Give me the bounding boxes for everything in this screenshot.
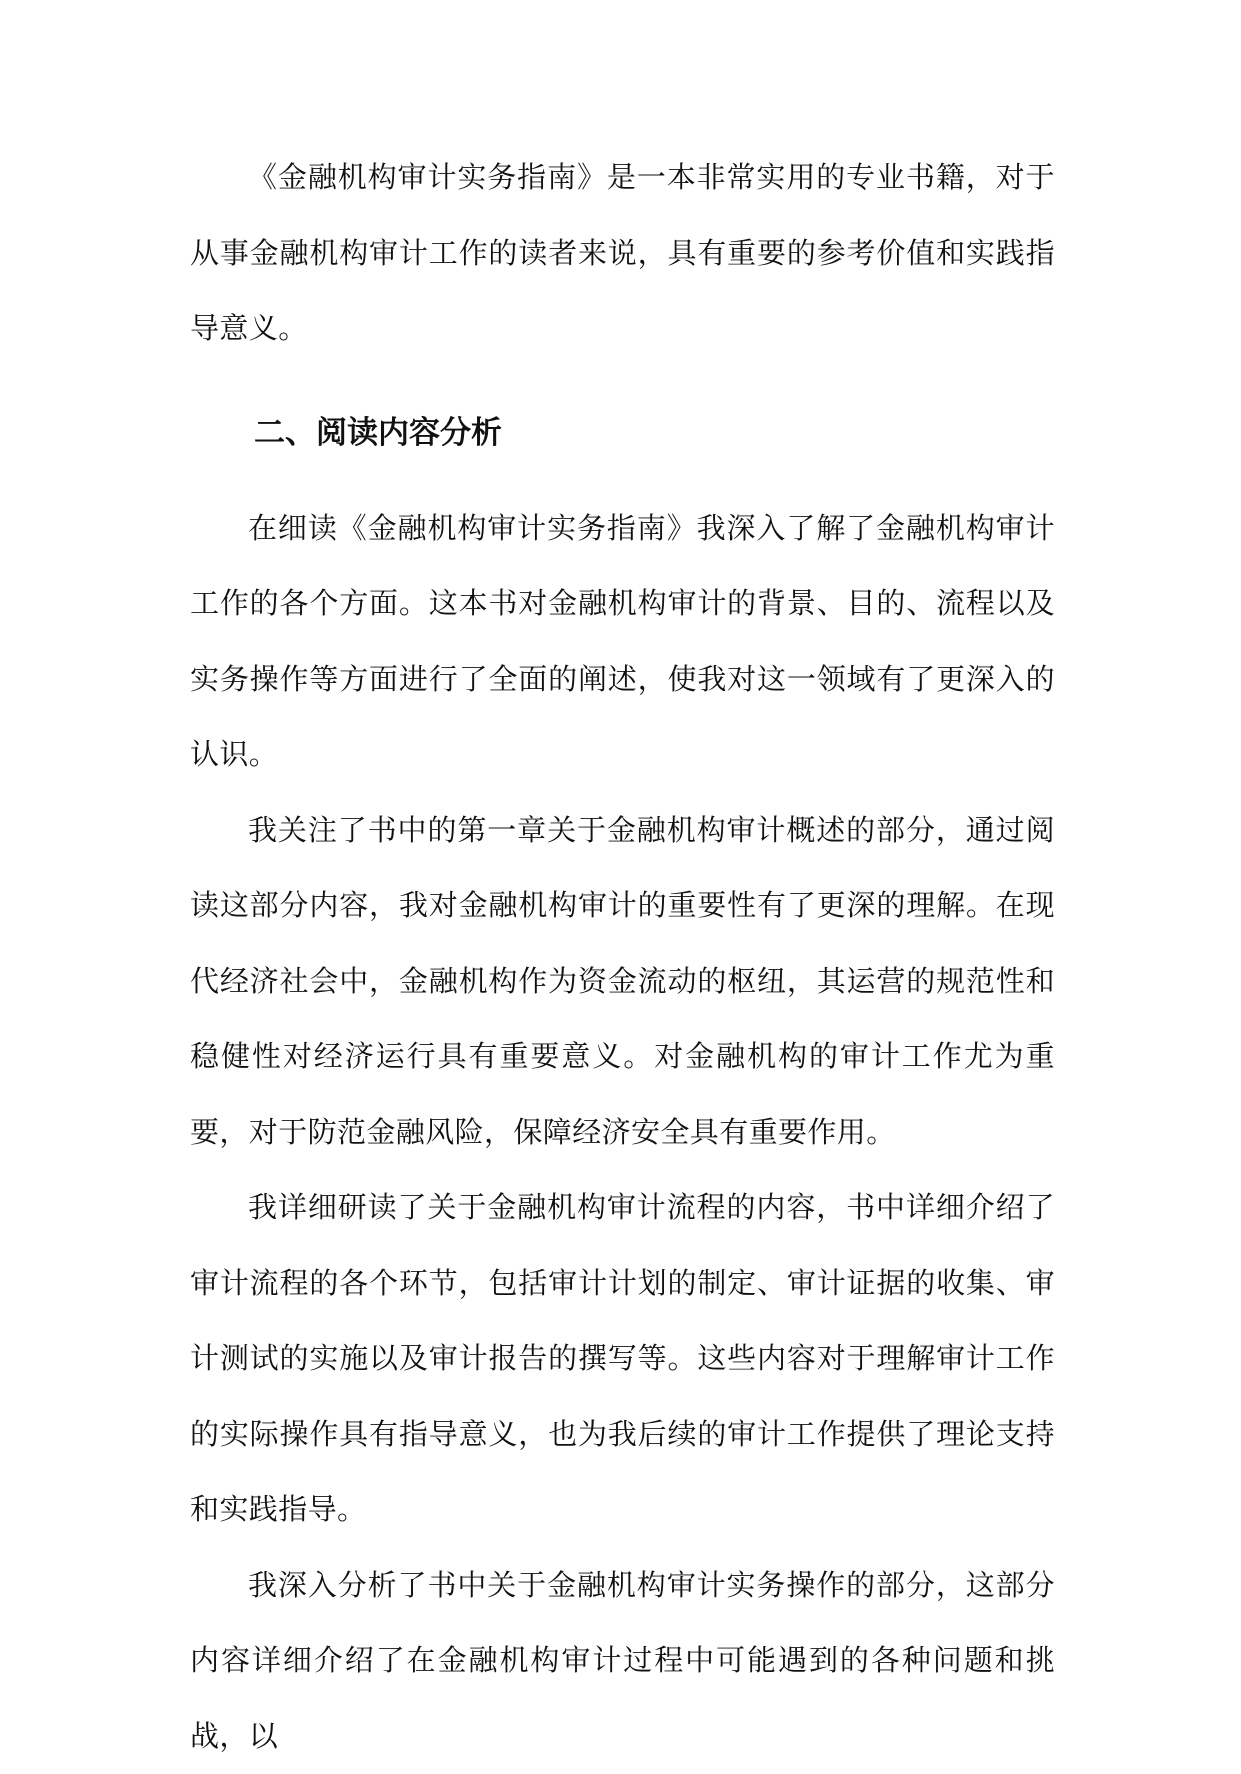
intro-paragraph: 《金融机构审计实务指南》是一本非常实用的专业书籍，对于从事金融机构审计工作的读者来说，具有重要的参考价值和实践指导意义。: [190, 140, 1055, 367]
body-paragraph-4: 我深入分析了书中关于金融机构审计实务操作的部分，这部分内容详细介绍了在金融机构审计过程中可能遇到的各种问题和挑战，以: [190, 1548, 1055, 1774]
body-paragraph-3: 我详细研读了关于金融机构审计流程的内容，书中详细介绍了审计流程的各个环节，包括审计计划的制定、审计证据的收集、审计测试的实施以及审计报告的撰写等。这些内容对于理解审计工作的实际操作具有指导意义，也为我后续的审计工作提供了理论支持和实践指导。: [190, 1170, 1055, 1548]
document-body: [190, 140, 1055, 1774]
section-heading: 二、阅读内容分析: [190, 413, 1055, 453]
body-paragraph-1: 在细读《金融机构审计实务指南》我深入了解了金融机构审计工作的各个方面。这本书对金融机构审计的背景、目的、流程以及实务操作等方面进行了全面的阐述，使我对这一领域有了更深入的认识。: [190, 491, 1055, 793]
body-paragraph-2: 我关注了书中的第一章关于金融机构审计概述的部分，通过阅读这部分内容，我对金融机构审计的重要性有了更深的理解。在现代经济社会中，金融机构作为资金流动的枢纽，其运营的规范性和稳健性对经济运行具有重要意义。对金融机构的审计工作尤为重要，对于防范金融风险，保障经济安全具有重要作用。: [190, 793, 1055, 1171]
